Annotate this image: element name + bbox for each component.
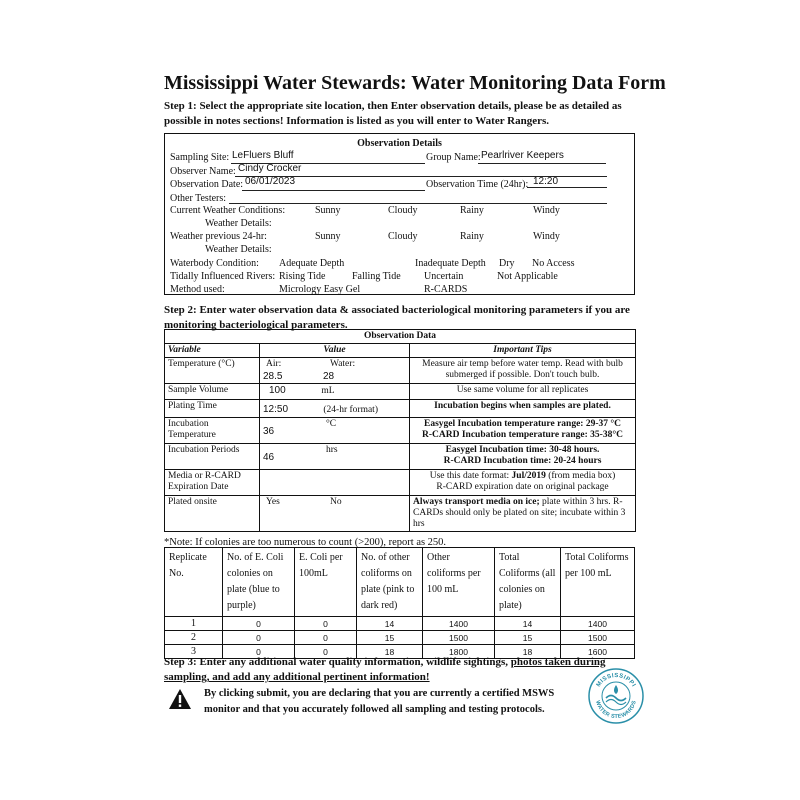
table-row — [165, 496, 636, 532]
page-title: Mississippi Water Stewards: Water Monitoring Data Form — [164, 72, 666, 94]
other-per-100ml-cell[interactable]: 1400 — [423, 617, 495, 631]
logo-text-bottom: WATER STEWARDS — [594, 699, 638, 721]
table-row — [165, 631, 635, 645]
media-label: Media or R-CARD Expiration Date — [165, 470, 260, 496]
total-per-100ml-cell[interactable]: 1600 — [561, 645, 635, 659]
inc-temp-tip-rcard: R-CARD Incubation temperature range: 35-38°C — [422, 430, 623, 440]
table-row — [165, 617, 635, 631]
media-value[interactable] — [260, 470, 410, 496]
media-tip-a: Use this date format: — [429, 471, 512, 481]
inc-temp-label: Incubation Temperature — [165, 418, 260, 444]
step3-text: Step 3: Enter any additional water quality information, wildlife sightings, — [164, 656, 511, 668]
col-tips: Important Tips — [410, 344, 636, 358]
waterbody-adequate[interactable]: Adequate Depth — [279, 258, 345, 269]
water-value[interactable]: 28 — [323, 371, 335, 382]
tidal-falling[interactable]: Falling Tide — [352, 271, 401, 282]
plated-yes[interactable]: Yes — [266, 497, 280, 507]
ecoli-per-100ml-cell[interactable]: 0 — [295, 631, 357, 645]
inc-temp-value[interactable]: 36 — [263, 426, 275, 437]
tidal-label: Tidally Influenced Rivers: — [170, 271, 276, 282]
plated-tip-rest: plate within 3 hrs. R-CARDs should only be plated on site; incubate within 3 hrs — [413, 497, 626, 529]
air-value[interactable]: 28.5 — [263, 371, 283, 382]
warning-icon — [168, 688, 192, 710]
inc-period-tip-rcard: R-CARD Incubation time: 20-24 hours — [443, 456, 602, 466]
media-tip-date: Jul/2019 — [511, 471, 546, 481]
current-weather-label: Current Weather Conditions: — [170, 205, 286, 216]
table-row — [165, 384, 636, 400]
prev-weather-details-label: Weather Details: — [205, 244, 272, 255]
method-r-cards[interactable]: R-CARDS — [424, 284, 468, 295]
water-label: Water: — [330, 359, 356, 369]
waterbody-no-access[interactable]: No Access — [532, 258, 575, 269]
col-variable: Variable — [165, 344, 260, 358]
table-row — [165, 470, 636, 496]
sampling-site-value[interactable]: LeFluers Bluff — [232, 150, 294, 161]
current-weather-cloudy[interactable]: Cloudy — [388, 205, 418, 216]
observer-name-label: Observer Name: — [170, 166, 236, 177]
temp-label: Temperature (°C) — [165, 358, 260, 384]
total-per-100ml-cell[interactable]: 1400 — [561, 617, 635, 631]
temp-tip: Measure air temp before water temp. Read with bulb submerged if possible. Don't touch bulb. — [410, 358, 636, 384]
replicate-cell: 1 — [165, 617, 223, 631]
current-weather-sunny[interactable]: Sunny — [315, 205, 341, 216]
observation-data-table — [164, 329, 636, 532]
header-ecoli-colonies: No. of E. Coli colonies on plate (blue to purple) — [223, 548, 295, 617]
header-replicate: Replicate No. — [165, 548, 223, 617]
tidal-not-applicable[interactable]: Not Applicable — [497, 271, 558, 282]
prev-weather-windy[interactable]: Windy — [533, 231, 560, 242]
header-other-colonies: No. of other coliforms on plate (pink to dark red) — [357, 548, 423, 617]
volume-value[interactable]: 100 — [269, 385, 286, 396]
temp-values — [260, 358, 410, 384]
colony-note: *Note: If colonies are too numerous to count (>200), report as 250. — [164, 537, 447, 548]
plated-tip-bold: Always transport media on ice; — [413, 497, 540, 507]
other-testers-label: Other Testers: — [170, 193, 227, 204]
ecoli-colonies-cell[interactable]: 0 — [223, 645, 295, 659]
observation-time-line — [527, 187, 607, 188]
plating-unit: (24-hr format) — [323, 405, 378, 415]
current-weather-details-label: Weather Details: — [205, 218, 272, 229]
coliform-table — [164, 547, 635, 659]
table-row — [165, 400, 636, 418]
step2-instructions: Step 2: Enter water observation data & associated bacteriological monitoring parameters if you are monitoring bacteriological parameters. — [164, 304, 630, 331]
step3-instructions — [164, 655, 644, 685]
ecoli-per-100ml-cell[interactable]: 0 — [295, 645, 357, 659]
other-per-100ml-cell[interactable]: 1800 — [423, 645, 495, 659]
inc-temp-tip — [410, 418, 636, 444]
plating-value[interactable]: 12:50 — [263, 404, 289, 415]
other-testers-line — [229, 203, 607, 204]
ecoli-colonies-cell[interactable]: 0 — [223, 617, 295, 631]
volume-unit: mL — [321, 386, 335, 396]
group-name-label: Group Name: — [426, 152, 481, 163]
header-other-per-100ml: Other coliforms per 100 mL — [423, 548, 495, 617]
logo-text-top: MISSISSIPPI — [595, 672, 637, 689]
observation-date-value[interactable]: 06/01/2023 — [245, 176, 296, 187]
plated-tip — [410, 496, 636, 532]
air-label: Air: — [266, 359, 282, 369]
declaration-text: By clicking submit, you are declaring that you are currently a certified MSWS monitor and that you accurately followed all sampling and testing protocols. — [204, 688, 555, 715]
tidal-rising[interactable]: Rising Tide — [279, 271, 326, 282]
inc-period-tip-easygel: Easygel Incubation time: 30-48 hours. — [445, 445, 600, 455]
media-tip-rcard: R-CARD expiration date on original package — [436, 482, 609, 492]
observation-date-label: Observation Date: — [170, 179, 244, 190]
prev-weather-cloudy[interactable]: Cloudy — [388, 231, 418, 242]
current-weather-rainy[interactable]: Rainy — [460, 205, 484, 216]
sampling-site-label: Sampling Site: — [170, 152, 230, 163]
observation-details-box — [164, 133, 635, 295]
media-tip — [410, 470, 636, 496]
prev-weather-sunny[interactable]: Sunny — [315, 231, 341, 242]
ecoli-colonies-cell[interactable]: 0 — [223, 631, 295, 645]
current-weather-windy[interactable]: Windy — [533, 205, 560, 216]
plating-label: Plating Time — [165, 400, 260, 418]
inc-period-label: Incubation Periods — [165, 444, 260, 470]
observation-data-header: Observation Data — [165, 330, 636, 344]
inc-period-cell — [260, 444, 410, 470]
other-per-100ml-cell[interactable]: 1500 — [423, 631, 495, 645]
observation-time-label: Observation Time (24hr): — [426, 179, 529, 190]
total-colonies-cell[interactable]: 15 — [495, 631, 561, 645]
plating-cell — [260, 400, 410, 418]
coliform-header-row — [165, 548, 635, 617]
col-value: Value — [260, 344, 410, 358]
other-colonies-cell[interactable]: 14 — [357, 617, 423, 631]
step3-underlined: photos taken during sampling, and add any additional pertinent information! — [164, 656, 606, 683]
method-label: Method used: — [170, 284, 225, 295]
other-colonies-cell[interactable]: 15 — [357, 631, 423, 645]
observation-time-value[interactable]: 12:20 — [533, 176, 559, 187]
inc-temp-tip-easygel: Easygel Incubation temperature range: 29-37 °C — [423, 419, 622, 429]
plated-label: Plated onsite — [165, 496, 260, 532]
media-tip-c: (from media box) — [545, 471, 616, 481]
replicate-cell: 3 — [165, 645, 223, 659]
replicate-cell: 2 — [165, 631, 223, 645]
media-tip-format — [413, 471, 632, 482]
waterbody-inadequate[interactable]: Inadequate Depth — [415, 258, 486, 269]
weather-prev-label: Weather previous 24-hr: — [170, 231, 267, 242]
step1-instructions: Step 1: Select the appropriate site location, then Enter observation details, please be as detailed as possible in notes sections! Information is listed as you will enter to Water Rangers. — [164, 100, 622, 127]
ecoli-per-100ml-cell[interactable]: 0 — [295, 617, 357, 631]
table-row — [165, 444, 636, 470]
waterbody-label: Waterbody Condition: — [170, 258, 259, 269]
total-per-100ml-cell[interactable]: 1500 — [561, 631, 635, 645]
header-total-per-100ml: Total Coliforms per 100 mL — [561, 548, 635, 617]
mississippi-water-stewards-logo — [588, 668, 644, 724]
other-colonies-cell[interactable]: 18 — [357, 645, 423, 659]
group-name-line — [478, 163, 606, 164]
plating-tip: Incubation begins when samples are plated. — [410, 400, 636, 418]
inc-temp-cell — [260, 418, 410, 444]
volume-cell — [260, 384, 410, 400]
inc-period-value[interactable]: 46 — [263, 452, 275, 463]
plated-cell — [260, 496, 410, 532]
method-easy-gel[interactable]: Micrology Easy Gel — [279, 284, 361, 295]
observation-date-line — [242, 190, 425, 191]
observer-name-value[interactable]: Cindy Crocker — [238, 163, 302, 174]
inc-period-unit: hrs — [326, 445, 338, 455]
total-colonies-cell[interactable]: 18 — [495, 645, 561, 659]
table-row — [165, 358, 636, 384]
group-name-value[interactable]: Pearlriver Keepers — [481, 150, 564, 161]
table-row — [165, 418, 636, 444]
waterbody-dry[interactable]: Dry — [499, 258, 515, 269]
volume-label: Sample Volume — [165, 384, 260, 400]
volume-tip: Use same volume for all replicates — [410, 384, 636, 400]
total-colonies-cell[interactable]: 14 — [495, 617, 561, 631]
inc-temp-unit: °C — [326, 419, 337, 429]
header-ecoli-per-100ml: E. Coli per 100mL — [295, 548, 357, 617]
prev-weather-rainy[interactable]: Rainy — [460, 231, 484, 242]
observation-details-header: Observation Details — [357, 138, 442, 149]
plated-no[interactable]: No — [330, 497, 342, 507]
header-total-colonies: Total Coliforms (all colonies on plate) — [495, 548, 561, 617]
inc-period-tip — [410, 444, 636, 470]
tidal-uncertain[interactable]: Uncertain — [424, 271, 464, 282]
